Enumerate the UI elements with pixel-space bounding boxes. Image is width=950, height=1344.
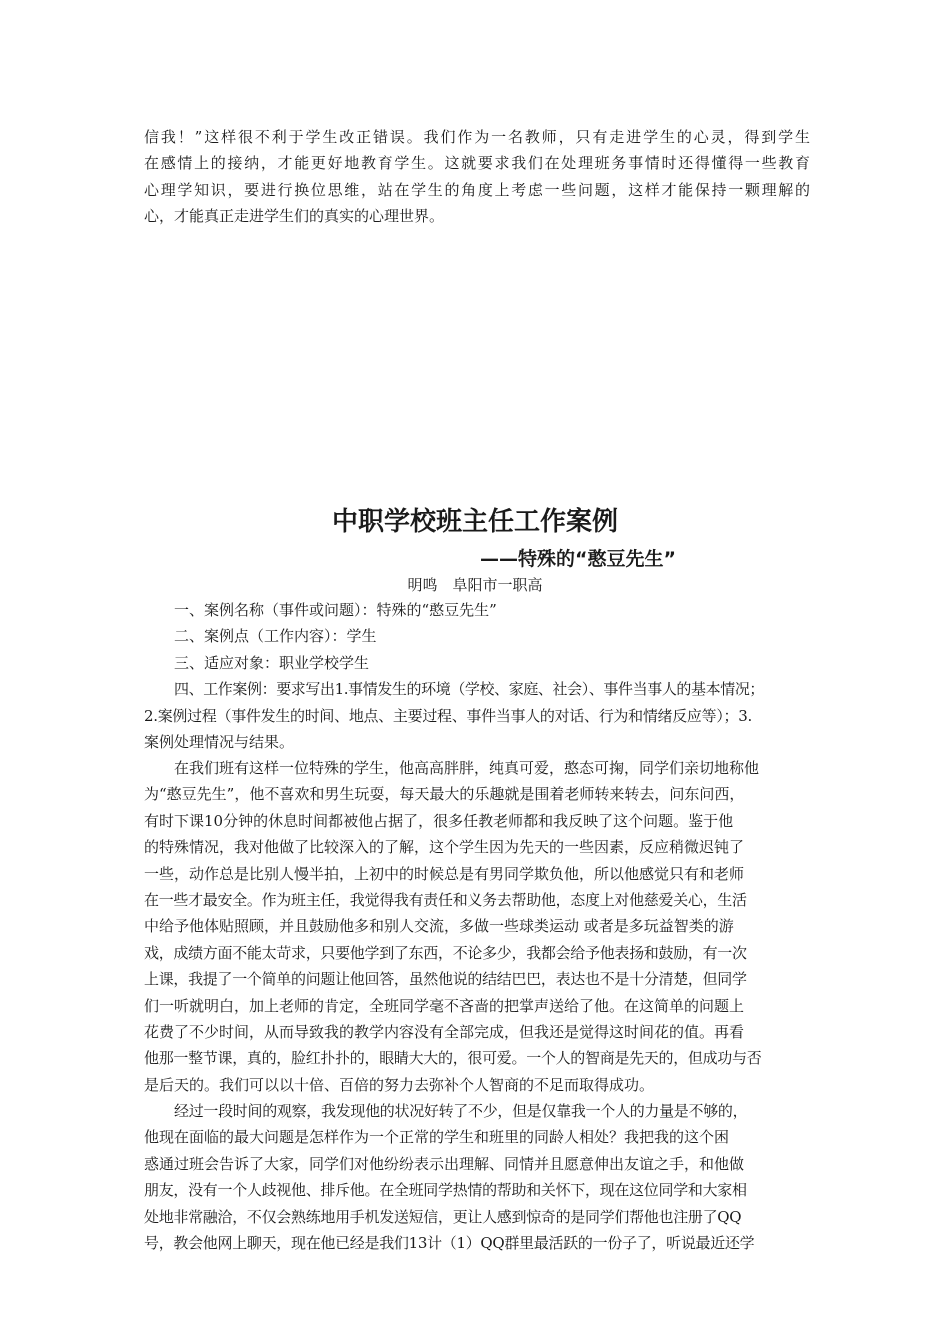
text-line: 信我！”这样很不利于学生改正错误。我们作为一名教师，只有走进学生的心灵，得到学生 [144, 128, 810, 146]
body-paragraph-1 [144, 755, 810, 1098]
text-line: 朋友，没有一个人歧视他、排斥他。在全班同学热情的帮助和关怀下，现在这位同学和大家相 [144, 1181, 747, 1200]
list-item: 二、案例点（工作内容）：学生 [174, 627, 377, 646]
body-paragraph-2 [144, 1098, 810, 1256]
text-line: 一些，动作总是比别人慢半拍，上初中的时候总是有男同学欺负他，所以他感觉只有和老师 [144, 864, 745, 883]
text-line: 号，教会他网上聊天，现在他已经是我们13计（1）QQ群里最活跃的一份子了，听说最近还学 [144, 1233, 755, 1252]
top-paragraph [144, 124, 810, 230]
text-line: 戏，成绩方面不能太苛求，只要他学到了东西，不论多少，我都会给予他表扬和鼓励，有一次 [144, 943, 747, 962]
text-line: 心，才能真正走进学生们的真实的心理世界。 [144, 207, 445, 226]
text-line: 的特殊情况，我对他做了比较深入的了解，这个学生因为先天的一些因素，反应稍微迟钝了 [144, 838, 745, 857]
text-line: 心理学知识，要进行换位思维，站在学生的角度上考虑一些问题，这样才能保持一颗理解的 [144, 180, 810, 199]
text-line: 为“憨豆先生”，他不喜欢和男生玩耍，每天最大的乐趣就是围着老师转来转去，问东问西， [144, 785, 745, 804]
list-item-continued: 2.案例过程（事件发生的时间、地点、主要过程、事件当事人的对话、行为和情绪反应等）；3. [144, 706, 752, 725]
text-line: 他现在面临的最大问题是怎样作为一个正常的学生和班里的同龄人相处？我把我的这个困 [144, 1128, 730, 1147]
text-line: 在一些才最安全。作为班主任，我觉得我有责任和义务去帮助他，态度上对他慈爱关心，生活 [144, 890, 747, 909]
text-line: 惑通过班会告诉了大家，同学们对他纷纷表示出理解、同情并且愿意伸出友谊之手，和他做 [144, 1154, 745, 1173]
text-line: 中给予他体贴照顾，并且鼓励他多和别人交流，多做一些球类运动 或者是多玩益智类的游 [144, 917, 734, 936]
text-line: 在感情上的接纳，才能更好地教育学生。这就要求我们在处理班务事情时还得懂得一些教育 [144, 154, 810, 173]
text-line: 在我们班有这样一位特殊的学生，他高高胖胖，纯真可爱，憨态可掬，同学们亲切地称他 [174, 759, 760, 777]
text-line: 经过一段时间的观察，我发现他的状况好转了不少，但是仅靠我一个人的力量是不够的， [174, 1102, 748, 1120]
text-line: 处地非常融洽，不仅会熟练地用手机发送短信，更让人感到惊奇的是同学们帮他也注册了QQ [144, 1207, 742, 1226]
case-items [144, 597, 810, 755]
document-title: 中职学校班主任工作案例 [331, 507, 618, 537]
text-line: 们一听就明白，加上老师的肯定，全班同学毫不吝啬的把掌声送给了他。在这简单的问题上 [144, 996, 745, 1015]
text-line: 上课，我提了一个简单的问题让他回答，虽然他说的结结巴巴，表达也不是十分清楚，但同学 [144, 970, 747, 989]
list-item-continued: 案例处理情况与结果。 [144, 732, 295, 751]
text-line: 有时下课10分钟的休息时间都被他占据了，很多任教老师都和我反映了这个问题。鉴于他 [144, 811, 734, 830]
document-subtitle: ——特殊的“憨豆先生” [480, 548, 676, 570]
author-line: 明鸣 阜阳市一职高 [407, 576, 543, 594]
text-line: 他那一整节课，真的，脸红扑扑的，眼睛大大的，很可爱。一个人的智商是先天的，但成功与否 [144, 1049, 762, 1068]
text-line: 是后天的。我们可以以十倍、百倍的努力去弥补个人智商的不足而取得成功。 [144, 1075, 655, 1094]
list-item: 一、案例名称（事件或问题）：特殊的“憨豆先生” [174, 601, 497, 619]
list-item: 三、适应对象：职业学校学生 [174, 653, 370, 672]
text-line: 花费了不少时间，从而导致我的教学内容没有全部完成，但我还是觉得这时间花的值。再看 [144, 1022, 745, 1041]
list-item: 四、工作案例：要求写出1.事情发生的环境（学校、家庭、社会）、事件当事人的基本情况； [174, 680, 765, 699]
